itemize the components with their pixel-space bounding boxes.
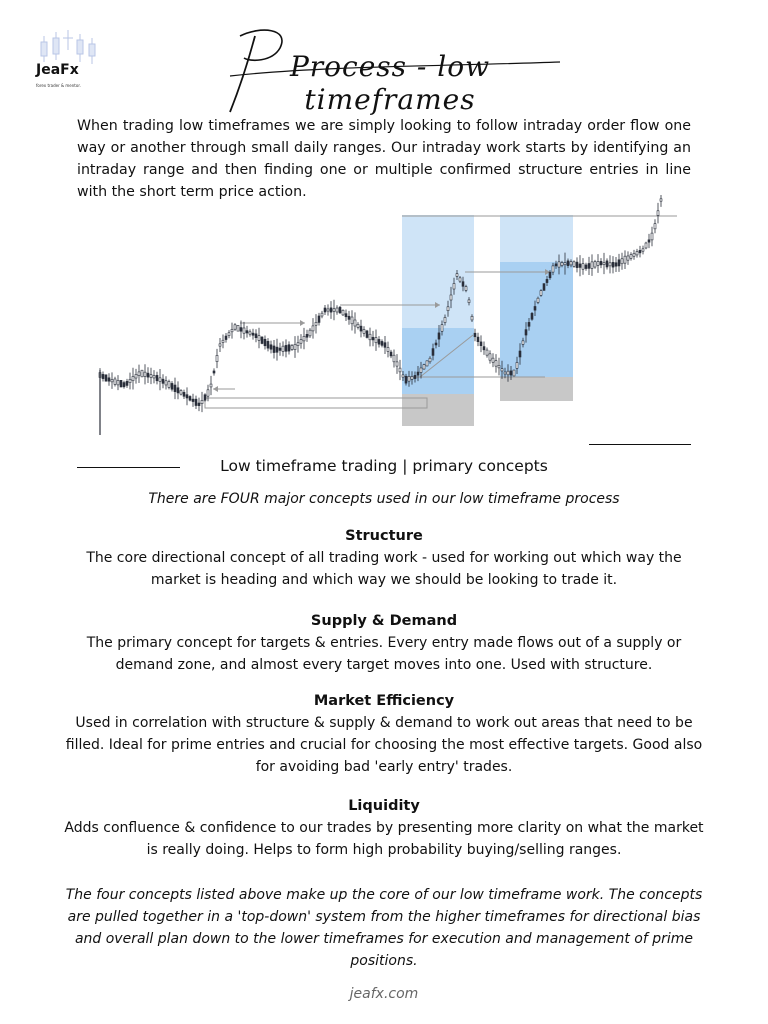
candle-body bbox=[369, 334, 371, 340]
concept-description: The primary concept for targets & entries. Every entry made flows out of a supply or demand zone, and almost every target moves into one. Used with structure. bbox=[86, 635, 682, 673]
candle-body bbox=[594, 262, 596, 267]
candle-body bbox=[423, 365, 425, 369]
candle-body bbox=[159, 378, 161, 382]
candle-body bbox=[168, 382, 170, 388]
candle-body bbox=[228, 333, 230, 336]
candle-body bbox=[312, 326, 314, 331]
candle-body bbox=[315, 322, 317, 325]
price-chart-illustration bbox=[95, 195, 695, 445]
candle-body bbox=[243, 328, 245, 333]
candle-body bbox=[489, 354, 491, 360]
candle-body bbox=[633, 253, 635, 256]
concept-structure bbox=[60, 525, 708, 591]
candle-body bbox=[252, 333, 254, 335]
candle-body bbox=[390, 352, 392, 356]
candle-body bbox=[249, 332, 251, 334]
candle-body bbox=[432, 349, 434, 356]
candle-body bbox=[519, 351, 521, 357]
candle-body bbox=[267, 341, 269, 348]
candle-body bbox=[309, 330, 311, 336]
footer-website[interactable]: jeafx.com bbox=[349, 986, 419, 1002]
candle-body bbox=[174, 385, 176, 392]
candle-body bbox=[303, 336, 305, 341]
candle-body bbox=[300, 340, 302, 344]
candle-body bbox=[609, 263, 611, 266]
brand-tagline: forex trader & mentor. bbox=[36, 83, 81, 88]
candle-body bbox=[240, 328, 242, 332]
concept-description: The core directional concept of all trading work - used for working out which way the market is heading and which way we should be looking to trade it. bbox=[86, 550, 682, 588]
candle-body bbox=[555, 264, 557, 266]
candle-body bbox=[102, 374, 104, 378]
candle-body bbox=[441, 325, 443, 332]
candle-body bbox=[645, 243, 647, 248]
arrow-head-4 bbox=[213, 386, 218, 392]
candle-body bbox=[396, 362, 398, 366]
candle-body bbox=[387, 348, 389, 352]
concept-heading: Supply & Demand bbox=[310, 613, 458, 629]
section-lead: There are FOUR major concepts used in our low timeframe process bbox=[148, 491, 620, 507]
closing-paragraph: The four concepts listed above make up the core of our low timeframe work. The concepts are pulled together in a 'top-down' system from the higher timeframes for directional bias and overall plan down to the lower timeframes for execution and management of prime positions. bbox=[65, 887, 703, 969]
candle-body bbox=[417, 372, 419, 375]
candle-body bbox=[585, 265, 587, 269]
candle-body bbox=[552, 266, 554, 272]
candle-body bbox=[147, 373, 149, 377]
candle-body bbox=[486, 350, 488, 355]
candle-body bbox=[207, 390, 209, 396]
candle-body bbox=[273, 346, 275, 353]
candle-body bbox=[453, 283, 455, 289]
candle-body bbox=[345, 314, 347, 317]
candle-body bbox=[375, 338, 377, 343]
candle-body bbox=[330, 308, 332, 312]
candle-body bbox=[360, 326, 362, 331]
candle-body bbox=[531, 313, 533, 319]
candle-body bbox=[165, 381, 167, 385]
candle-body bbox=[294, 344, 296, 349]
candle-body bbox=[612, 262, 614, 267]
candle-body bbox=[144, 372, 146, 376]
candle-body bbox=[192, 399, 194, 401]
candle-body bbox=[366, 331, 368, 338]
candle-body bbox=[591, 262, 593, 268]
candle-body bbox=[402, 375, 404, 377]
candle-body bbox=[105, 375, 107, 381]
candle-body bbox=[354, 320, 356, 326]
candle-body bbox=[456, 274, 458, 277]
candle-body bbox=[660, 199, 662, 201]
candle-body bbox=[186, 395, 188, 398]
candle-body bbox=[195, 399, 197, 405]
candle-body bbox=[510, 371, 512, 375]
concept-liquidity bbox=[60, 795, 708, 861]
candle-body bbox=[126, 381, 128, 385]
divider-right bbox=[589, 444, 691, 445]
candle-body bbox=[621, 259, 623, 264]
candle-body bbox=[477, 337, 479, 342]
candle-body bbox=[522, 341, 524, 345]
candle-body bbox=[570, 262, 572, 265]
candle-body bbox=[225, 336, 227, 339]
candle-body bbox=[261, 337, 263, 343]
candle-body bbox=[654, 224, 656, 229]
zone-gray-right bbox=[500, 377, 573, 401]
intro-paragraph: When trading low timeframes we are simply looking to follow intraday order flow one way or another through small daily ranges. Our intraday work starts by identifying an intraday range and then finding one or multiple confirmed structure entries in line with the short term price action. bbox=[77, 118, 691, 200]
candle-body bbox=[171, 383, 173, 389]
candle-body bbox=[408, 376, 410, 381]
candle-body bbox=[504, 372, 506, 374]
candle-body bbox=[627, 256, 629, 260]
concept-market-efficiency bbox=[60, 690, 708, 778]
candle-body bbox=[429, 358, 431, 362]
candle-body bbox=[540, 291, 542, 296]
candle-body bbox=[216, 355, 218, 361]
candle-body bbox=[606, 261, 608, 267]
candle-body bbox=[123, 383, 125, 387]
candle-body bbox=[342, 310, 344, 315]
candle-body bbox=[357, 324, 359, 327]
candle-body bbox=[258, 336, 260, 341]
candle-body bbox=[513, 370, 515, 376]
candle-body bbox=[438, 333, 440, 339]
candle-body bbox=[141, 370, 143, 377]
candle-body bbox=[222, 340, 224, 342]
candle-body bbox=[132, 376, 134, 380]
concept-description: Adds confluence & confidence to our trades by presenting more clarity on what the market is really doing. Helps to form high probability buying/selling ranges. bbox=[64, 820, 704, 858]
arrow-head-1 bbox=[300, 320, 305, 326]
candle-body bbox=[546, 279, 548, 282]
candle-body bbox=[189, 396, 191, 400]
candle-body bbox=[576, 262, 578, 268]
candle-body bbox=[618, 260, 620, 266]
candle-body bbox=[246, 331, 248, 333]
candle-body bbox=[288, 345, 290, 351]
candle-body bbox=[150, 375, 152, 378]
candle-body bbox=[285, 345, 287, 351]
candle-body bbox=[525, 330, 527, 335]
candle-body bbox=[201, 400, 203, 403]
candle-body bbox=[450, 295, 452, 300]
candle-body bbox=[219, 344, 221, 346]
candle-body bbox=[462, 282, 464, 287]
candle-body bbox=[183, 392, 185, 396]
candle-body bbox=[459, 278, 461, 281]
candle-body bbox=[351, 317, 353, 324]
candle-body bbox=[411, 377, 413, 380]
candle-body bbox=[420, 368, 422, 372]
candle-body bbox=[501, 369, 503, 371]
candle-body bbox=[588, 263, 590, 268]
candle-body bbox=[426, 361, 428, 366]
candle-body bbox=[297, 343, 299, 346]
candle-body bbox=[564, 263, 566, 265]
candle-body bbox=[270, 345, 272, 349]
candle-body bbox=[630, 255, 632, 259]
candle-body bbox=[156, 375, 158, 380]
candle-body bbox=[603, 263, 605, 265]
candle-body bbox=[528, 322, 530, 326]
zone-lower-right bbox=[500, 262, 573, 377]
candle-body bbox=[282, 346, 284, 351]
candle-body bbox=[327, 309, 329, 311]
zone-gray-left bbox=[402, 394, 474, 426]
concept-heading: Market Efficiency bbox=[313, 693, 455, 709]
candle-body bbox=[495, 361, 497, 366]
candle-body bbox=[348, 316, 350, 319]
candle-body bbox=[381, 341, 383, 345]
candle-body bbox=[657, 211, 659, 216]
candle-body bbox=[234, 325, 236, 329]
candle-body bbox=[600, 261, 602, 265]
candle-body bbox=[393, 355, 395, 362]
zone-upper-left bbox=[402, 215, 474, 328]
candle-body bbox=[372, 337, 374, 340]
candle-body bbox=[465, 287, 467, 291]
demand-band bbox=[205, 398, 427, 408]
candle-body bbox=[198, 403, 200, 406]
candle-body bbox=[162, 379, 164, 383]
candle-body bbox=[210, 384, 212, 387]
candle-body bbox=[135, 374, 137, 378]
candle-body bbox=[483, 347, 485, 350]
candle-body bbox=[231, 329, 233, 331]
candle-body bbox=[615, 263, 617, 266]
candle-body bbox=[444, 317, 446, 322]
candle-body bbox=[543, 284, 545, 291]
candle-body bbox=[579, 264, 581, 268]
candle-body bbox=[129, 379, 131, 382]
candle-body bbox=[498, 365, 500, 368]
candle-body bbox=[108, 378, 110, 381]
candle-body bbox=[333, 309, 335, 312]
candle-body bbox=[291, 346, 293, 350]
concept-heading: Liquidity bbox=[348, 798, 420, 814]
candle-body bbox=[399, 368, 401, 372]
candle-body bbox=[474, 333, 476, 337]
candle-body bbox=[624, 256, 626, 263]
candle-body bbox=[537, 298, 539, 302]
brand-name: JeaFx bbox=[36, 62, 79, 78]
candle-body bbox=[471, 316, 473, 320]
candle-body bbox=[492, 358, 494, 362]
candle-body bbox=[111, 379, 113, 381]
candle-body bbox=[642, 249, 644, 251]
page-title bbox=[200, 22, 580, 117]
candlestick-series bbox=[99, 195, 662, 435]
concept-heading: Structure bbox=[345, 528, 423, 544]
candle-body bbox=[582, 264, 584, 270]
candle-body bbox=[567, 261, 569, 266]
candle-body bbox=[213, 371, 215, 373]
candle-body bbox=[558, 262, 560, 267]
candle-body bbox=[321, 313, 323, 316]
candle-body bbox=[138, 372, 140, 376]
candle-body bbox=[549, 272, 551, 278]
candle-body bbox=[378, 339, 380, 344]
candle-body bbox=[339, 307, 341, 313]
candle-body bbox=[324, 308, 326, 312]
candle-body bbox=[447, 307, 449, 311]
section-title: Low timeframe trading | primary concepts bbox=[220, 457, 548, 475]
candle-body bbox=[480, 342, 482, 346]
candle-body bbox=[255, 334, 257, 338]
zone-upper-right bbox=[500, 215, 573, 262]
candle-body bbox=[336, 308, 338, 312]
candle-body bbox=[237, 325, 239, 331]
candle-body bbox=[561, 263, 563, 266]
candle-body bbox=[516, 362, 518, 368]
candle-body bbox=[153, 376, 155, 378]
candle-body bbox=[363, 330, 365, 334]
candle-body bbox=[534, 306, 536, 310]
title-text: Process - low timeframes bbox=[289, 50, 491, 116]
candle-body bbox=[384, 343, 386, 348]
candle-body bbox=[435, 343, 437, 345]
candle-body bbox=[264, 339, 266, 346]
candle-body bbox=[405, 376, 407, 383]
candle-body bbox=[651, 233, 653, 240]
candle-body bbox=[120, 380, 122, 387]
candle-body bbox=[114, 379, 116, 384]
concept-description: Used in correlation with structure & supply & demand to work out areas that need to be filled. Ideal for prime entries and crucial for choosing the most effective targets. Good also for avoiding bad 'early entry' trades. bbox=[65, 715, 703, 775]
concept-supply-demand bbox=[60, 610, 708, 676]
candle-body bbox=[507, 371, 509, 375]
candle-body bbox=[468, 300, 470, 303]
brand-logo bbox=[30, 28, 130, 98]
candle-body bbox=[117, 380, 119, 384]
candle-body bbox=[276, 347, 278, 352]
candle-body bbox=[306, 334, 308, 337]
candle-body bbox=[180, 391, 182, 395]
candle-body bbox=[597, 262, 599, 266]
candle-body bbox=[204, 395, 206, 401]
candle-body bbox=[636, 252, 638, 255]
candle-body bbox=[648, 240, 650, 242]
candle-body bbox=[279, 348, 281, 350]
candle-body bbox=[639, 250, 641, 253]
candle-body bbox=[573, 262, 575, 266]
candle-body bbox=[414, 375, 416, 378]
candle-body bbox=[177, 388, 179, 393]
candle-body bbox=[318, 316, 320, 322]
